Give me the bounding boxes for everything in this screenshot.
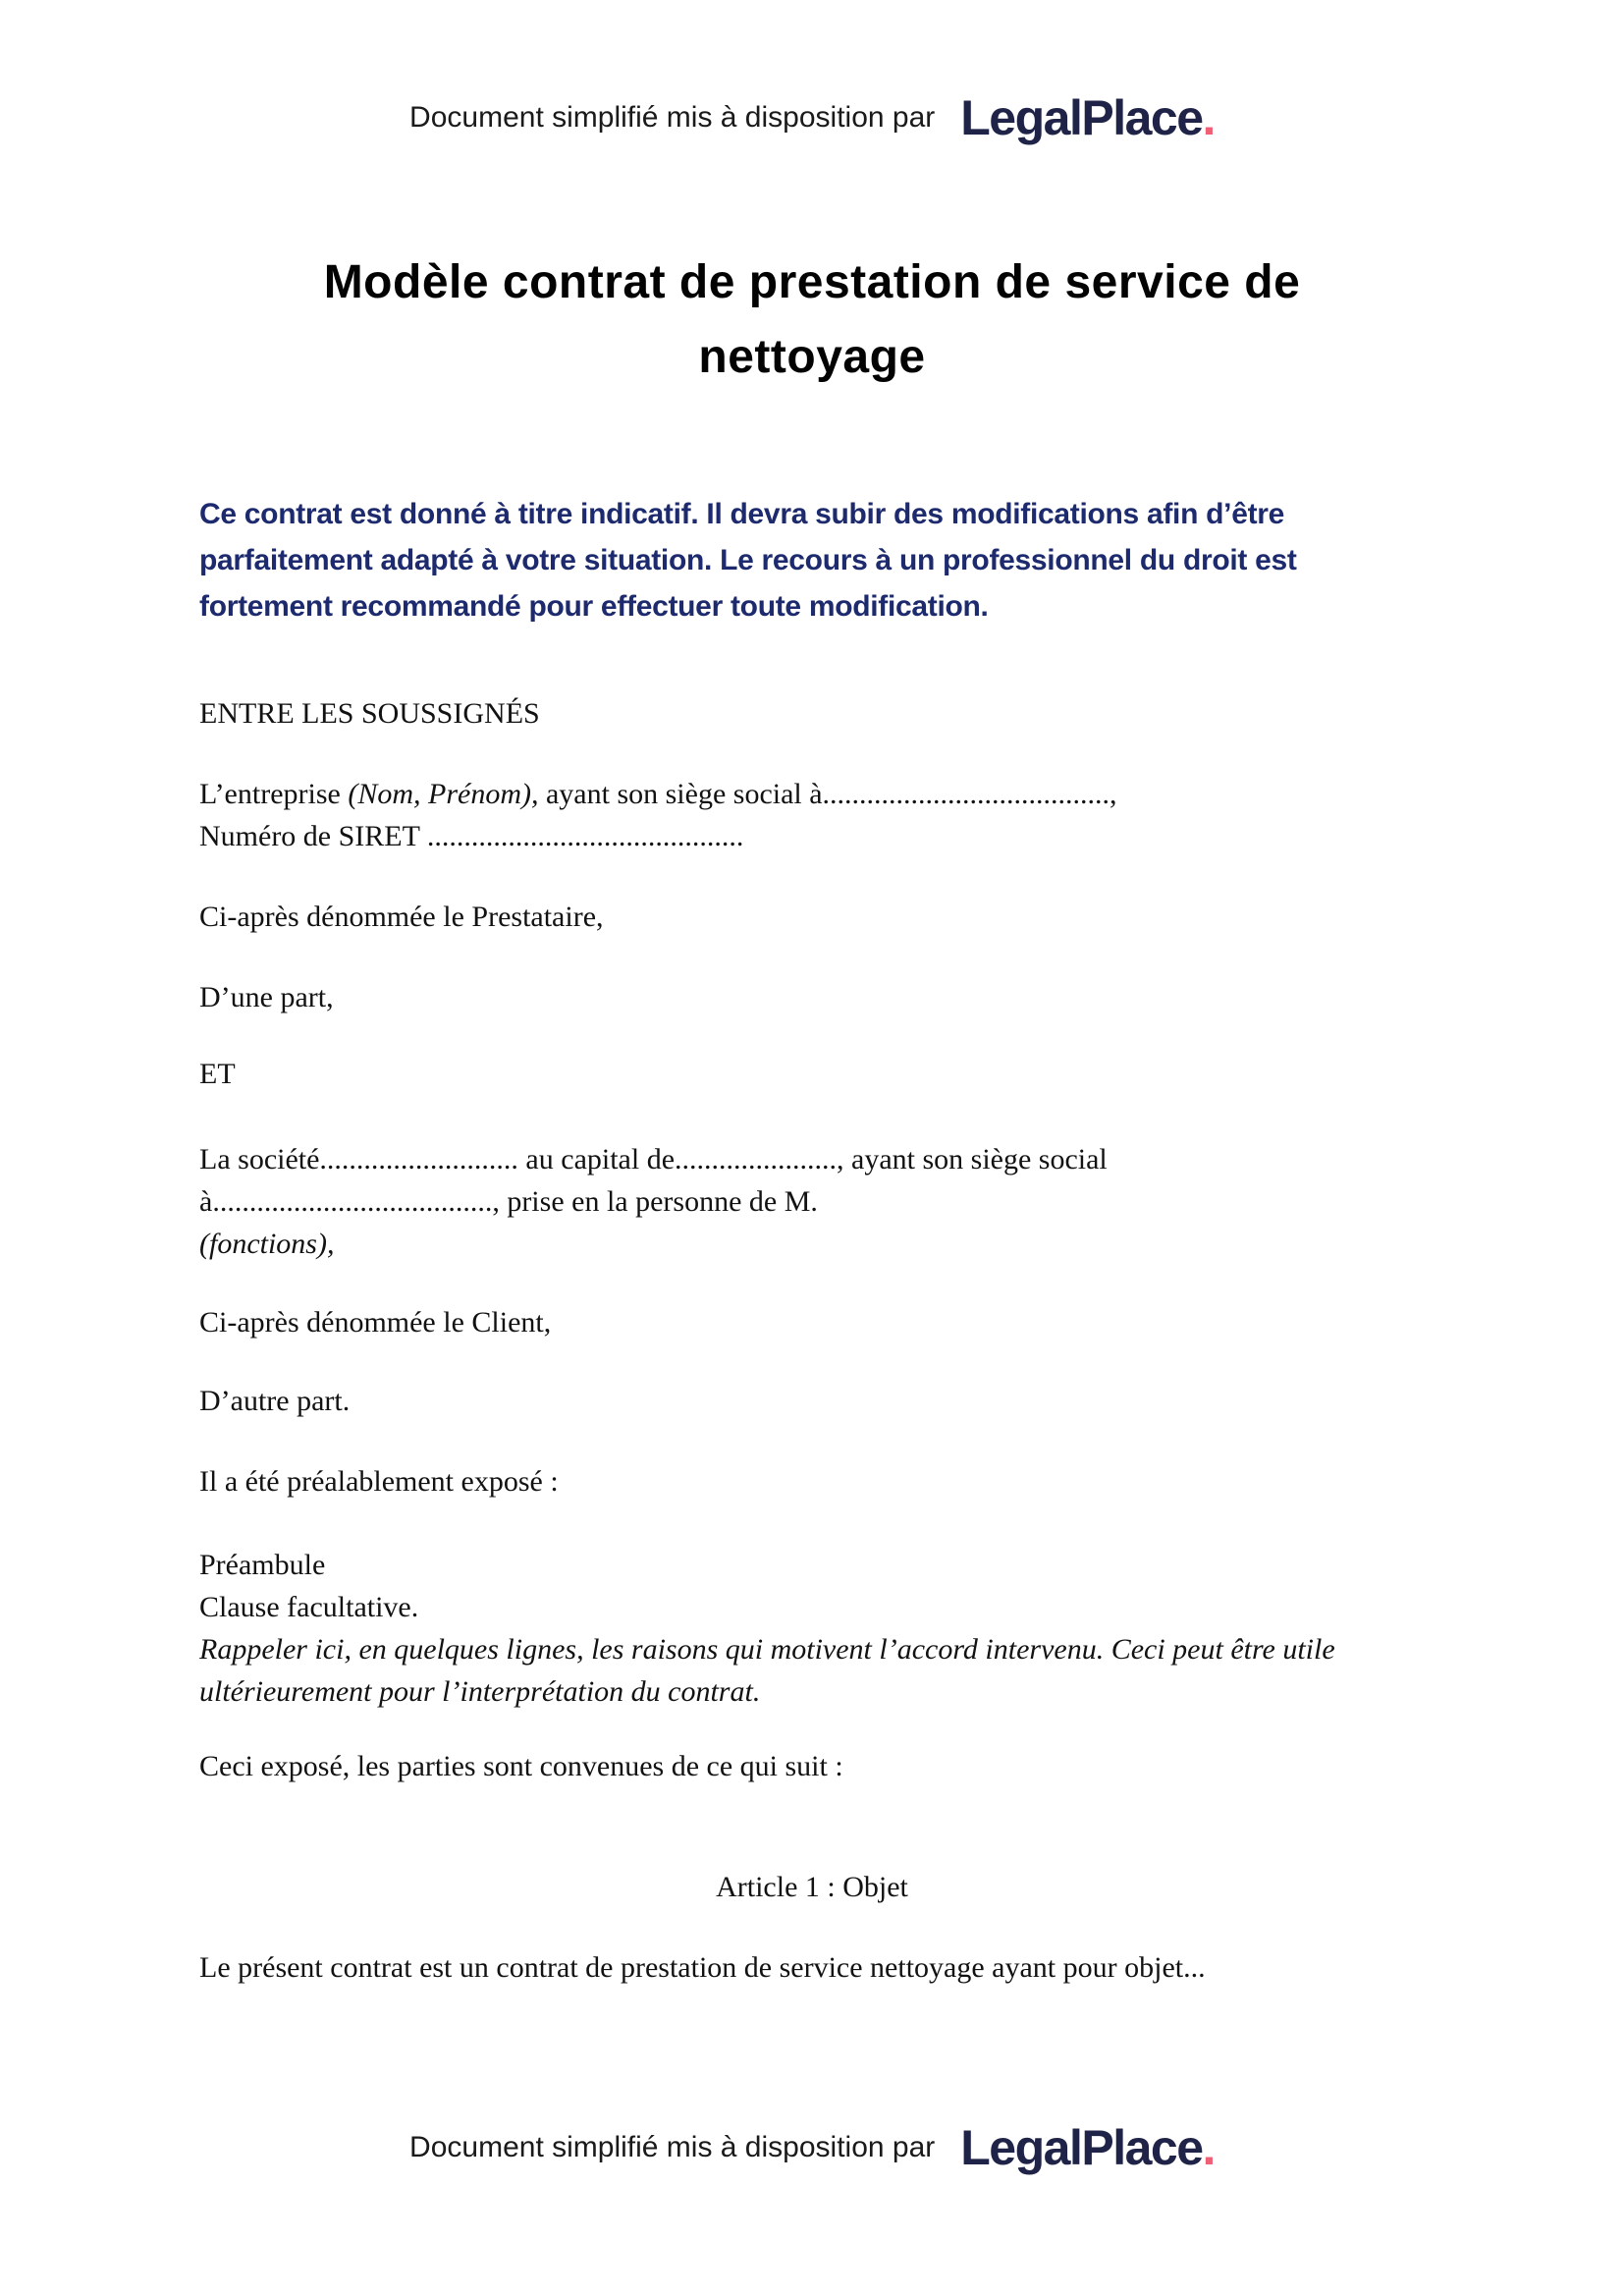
footer-caption: Document simplifié mis à disposition par xyxy=(409,2131,936,2163)
preambule-note-line-1: Rappeler ici, en quelques lignes, les raisons qui motivent l’accord intervenu. Ceci peut être utile xyxy=(199,1633,1335,1666)
legalplace-logo xyxy=(960,89,1215,146)
paragraph-societe-fonctions: (fonctions), xyxy=(199,1228,335,1260)
disclaimer-line-2: parfaitement adapté à votre situation. Le recours à un professionnel du droit est xyxy=(199,544,1297,576)
document-title xyxy=(0,246,1624,395)
heading-article-1: Article 1 : Objet xyxy=(716,1871,908,1903)
paragraph-societe-line-2: à......................................, prise en la personne de M. xyxy=(199,1185,818,1218)
entreprise-placeholder-nom-prenom: (Nom, Prénom), xyxy=(348,778,539,810)
header-caption: Document simplifié mis à disposition par xyxy=(409,101,936,134)
preambule-heading: Préambule xyxy=(199,1549,326,1581)
document-title-line-2: nettoyage xyxy=(698,331,926,383)
legalplace-logo-footer-dot: . xyxy=(1202,2120,1215,2175)
heading-entre-les-soussignes: ENTRE LES SOUSSIGNÉS xyxy=(199,697,540,730)
legalplace-logo-text: LegalPlace xyxy=(960,90,1203,145)
paragraph-une-part: D’une part, xyxy=(199,981,334,1013)
legalplace-logo-footer xyxy=(960,2119,1215,2176)
paragraph-denomination-client: Ci-après dénommée le Client, xyxy=(199,1306,552,1339)
paragraph-preambule xyxy=(199,1544,1476,1713)
paragraph-societe xyxy=(199,1138,1476,1265)
page-footer xyxy=(0,2113,1624,2182)
disclaimer-line-1: Ce contrat est donné à titre indicatif. Il devra subir des modifications afin d’être xyxy=(199,498,1285,530)
entreprise-text: L’entreprise xyxy=(199,778,349,810)
paragraph-autre-part: D’autre part. xyxy=(199,1385,351,1417)
paragraph-entreprise-line-1 xyxy=(199,773,1476,815)
paragraph-societe-line-1: La société........................... au capital de......................, ayant son siège social xyxy=(199,1143,1108,1175)
entreprise-siege-social: ayant son siège social à......................................., xyxy=(538,778,1117,810)
paragraph-objet: Le présent contrat est un contrat de prestation de service nettoyage ayant pour objet... xyxy=(199,1951,1206,1984)
page-header xyxy=(0,83,1624,152)
preambule-note-line-2: ultérieurement pour l’interprétation du contrat. xyxy=(199,1675,761,1708)
legalplace-logo-footer-text: LegalPlace xyxy=(960,2120,1203,2175)
paragraph-entreprise xyxy=(199,773,1476,857)
legalplace-logo-dot: . xyxy=(1202,90,1215,145)
paragraph-et: ET xyxy=(199,1058,236,1090)
paragraph-entreprise-line-2-siret: Numéro de SIRET ........................................... xyxy=(199,820,744,852)
preambule-clause-facultative: Clause facultative. xyxy=(199,1591,419,1623)
paragraph-ceci-expose: Ceci exposé, les parties sont convenues de ce qui suit : xyxy=(199,1750,843,1782)
paragraph-prealablement-expose: Il a été préalablement exposé : xyxy=(199,1465,559,1498)
paragraph-denomination-prestataire: Ci-après dénommée le Prestataire, xyxy=(199,901,604,933)
disclaimer-line-3: fortement recommandé pour effectuer toute modification. xyxy=(199,590,989,623)
document-title-line-1: Modèle contrat de prestation de service de xyxy=(323,256,1301,308)
disclaimer-notice xyxy=(199,491,1486,629)
